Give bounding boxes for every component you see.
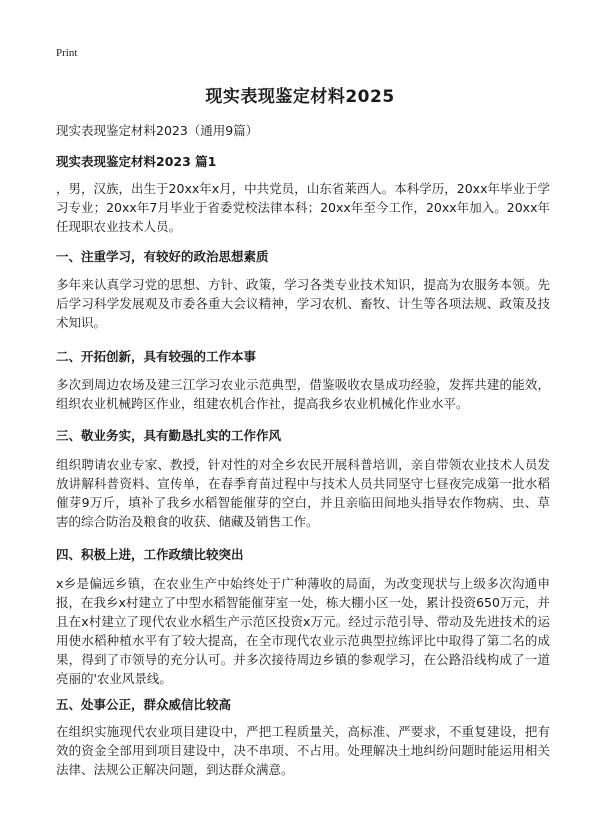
section-body-5: 在组织实施现代农业项目建设中，严把工程质量关，高标准、严要求，不重复建设，把有效的资金全部用到项目建设中，决不串项、不占用。处理解决土地纠纷问题时能运用相关法律、法规公正解决问题，到达群众满意。 bbox=[56, 724, 550, 777]
article-heading: 现实表现鉴定材料2023 篇1 bbox=[56, 154, 217, 169]
document-title: 现实表现鉴定材料2025 bbox=[205, 87, 395, 107]
document-subtitle: 现实表现鉴定材料2023（通用9篇） bbox=[56, 123, 259, 138]
section-body-4: x乡是偏远乡镇，在农业生产中始终处于广种薄收的局面，为改变现状与上级多次沟通申报，在我乡x村建立了中型水稻智能催芽室一处，栋大棚小区一处，累计投资650万元，并且在x村建立了现代农业水稻生产示范区投资x万元。经过示范引导、带动及先进技术的运用使水稻种植水平有了较大提高，在全市现代农业示范典型拉练评比中取得了第二名的成果，得到了市领导的充分认可。并多次接待周边乡镇的参观学习，在公路沿线构成了一道亮丽的'农业风景线。 bbox=[56, 576, 550, 686]
section-heading-2: 二、开拓创新，具有较强的工作本事 bbox=[56, 349, 257, 364]
section-heading-3: 三、敬业务实，具有勤恳扎实的工作作风 bbox=[56, 428, 282, 443]
section-heading-1: 一、注重学习，有较好的政治思想素质 bbox=[56, 249, 269, 264]
section-heading-4: 四、积极上进，工作政绩比较突出 bbox=[56, 547, 244, 562]
section-heading-5: 五、处事公正，群众威信比较高 bbox=[56, 697, 232, 712]
intro-paragraph: ，男，汉族，出生于20xx年x月，中共党员，山东省莱西人。本科学历，20xx年毕业于学习专业；20xx年7月毕业于省委党校法律本科；20xx年至今工作，20xx年加入。20xx年任现职农业技术人员。 bbox=[56, 181, 550, 234]
section-body-1: 多年来认真学习党的思想、方针、政策，学习各类专业技术知识，提高为农服务本领。先后学习科学发展观及市委各重大会议精神，学习农机、畜牧、计生等各项法规、政策及技术知识。 bbox=[56, 277, 550, 330]
section-body-2: 多次到周边农场及建三江学习农业示范典型，借鉴吸收农垦成功经验，发挥共建的能效，组织农业机械跨区作业，组建农机合作社，提高我乡农业机械化作业水平。 bbox=[56, 377, 550, 411]
print-link[interactable]: Print bbox=[56, 47, 78, 59]
section-body-3: 组织聘请农业专家、教授，针对性的对全乡农民开展科普培训，亲自带领农业技术人员发放讲解科普资料、宣传单，在春季育苗过程中与技术人员共同坚守七昼夜完成第一批水稻催芽9万斤，填补了我乡水稻智能催芽的空白，并且亲临田间地头指导农作物病、虫、草害的综合防治及粮食的收获、储藏及销售工作。 bbox=[56, 457, 550, 529]
